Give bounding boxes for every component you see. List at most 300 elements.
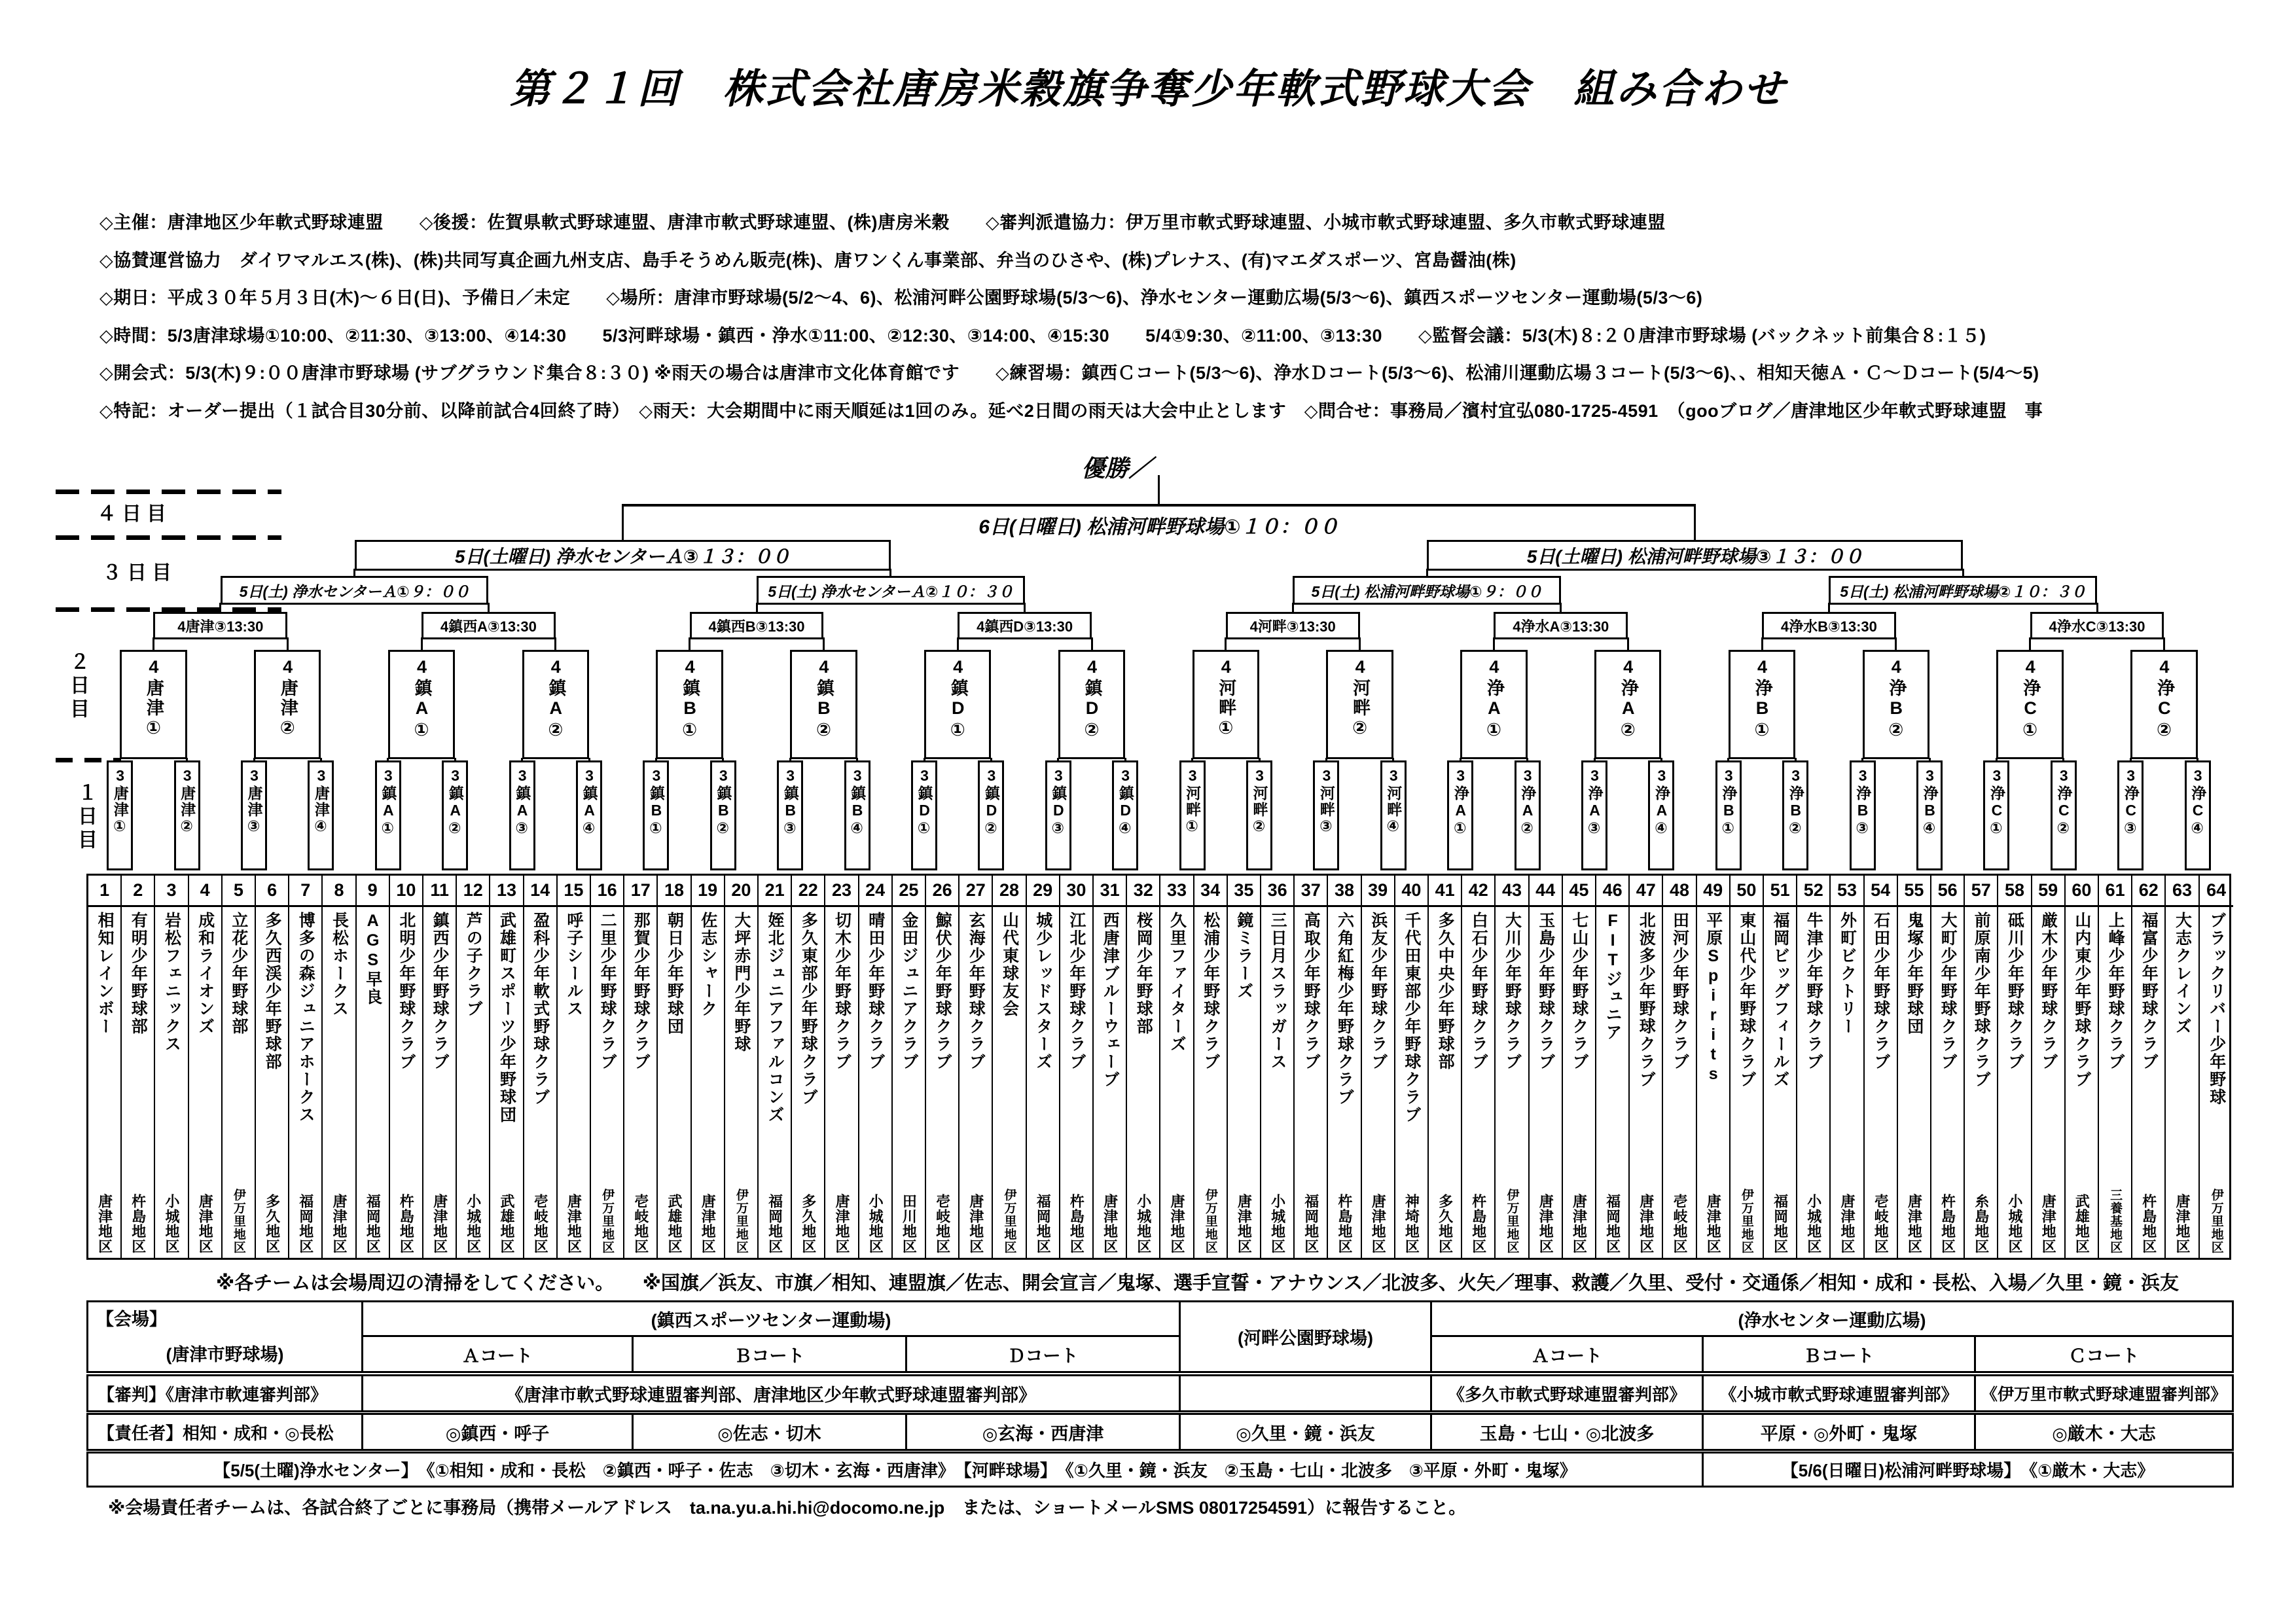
team-name: ブラックリバー少年野球 — [2207, 912, 2226, 1106]
team-column — [624, 876, 658, 1258]
team-name-wrap — [926, 912, 958, 1071]
team-column — [1831, 876, 1864, 1258]
header-line: ◇特記：オーダー提出（１試合目30分前、以降前試合4回終了時） ◇雨天：大会期間中に雨天順延は1回のみ。延べ2日間の雨天は大会中止とします ◇問合せ：事務局／濱村宜弘080-1725-4591 （gooブログ／唐津地区少年軟式野球連盟 事 — [99, 401, 2043, 421]
team-number: 50 — [1731, 876, 1763, 907]
team-district-wrap — [893, 1194, 925, 1254]
team-district-wrap — [1094, 1194, 1126, 1254]
team-district-wrap — [993, 1188, 1025, 1254]
day-separator — [56, 607, 281, 612]
team-column — [1496, 876, 1529, 1258]
team-number: 55 — [1898, 876, 1930, 907]
venue-josui-court-a: Ａコート — [1430, 1335, 1704, 1373]
team-name: 佐志シャーク — [698, 912, 717, 1018]
round3-game-label: 4鎮西A③13:30 — [440, 618, 537, 635]
team-name: 牛津少年野球クラブ — [1804, 912, 1823, 1071]
venue-karatsu-stadium: (唐津市野球場) — [166, 1345, 284, 1364]
venue-josui-center: (浄水センター運動広場) — [1430, 1300, 2234, 1337]
round1-game-box — [1983, 760, 2009, 870]
round1-game-label: 3鎮B① — [647, 767, 665, 838]
team-district: 唐津地区 — [1168, 1194, 1185, 1254]
team-name-wrap — [1697, 912, 1729, 1084]
team-district: 唐津地区 — [2040, 1194, 2057, 1254]
round2-game-box — [1594, 650, 1661, 759]
team-name: 大坪赤門少年野球 — [732, 912, 751, 1053]
team-name: 福富少年野球クラブ — [2140, 912, 2159, 1071]
team-number: 58 — [1998, 876, 2030, 907]
team-district: 福岡地区 — [297, 1194, 314, 1254]
round1-game-label: 3浄B④ — [1921, 767, 1939, 838]
round2-connector — [2029, 637, 2031, 650]
round2-connector — [1895, 637, 1897, 650]
team-number: 44 — [1530, 876, 1562, 907]
team-name: 砥川少年野球クラブ — [2005, 912, 2024, 1071]
team-district-wrap — [759, 1194, 791, 1254]
team-name-wrap — [524, 912, 556, 1106]
team-name: 上峰少年野球クラブ — [2106, 912, 2125, 1071]
round2-game-box — [1058, 650, 1125, 759]
team-district-wrap — [1797, 1194, 1829, 1254]
team-district-wrap — [2132, 1194, 2164, 1254]
team-name-wrap — [357, 912, 389, 1006]
team-district-wrap — [859, 1194, 891, 1254]
round1-game-label: 3鎮A① — [380, 767, 397, 838]
team-district: 壱岐地区 — [632, 1194, 649, 1254]
team-district: 武雄地区 — [498, 1194, 515, 1254]
quarterfinal-game-label: 5日(土) 浄水センターＡ①９：００ — [239, 582, 470, 600]
team-district: 杵島地区 — [1336, 1194, 1353, 1254]
round2-game-box — [656, 650, 723, 759]
team-district: 伊万里地区 — [2209, 1188, 2223, 1254]
team-column — [1160, 876, 1194, 1258]
team-district: 杵島地区 — [130, 1194, 147, 1254]
round1-game-box — [308, 760, 334, 870]
team-name-wrap — [1931, 912, 1964, 1071]
team-column — [725, 876, 759, 1258]
team-district: 小城地区 — [465, 1194, 482, 1254]
team-column — [759, 876, 792, 1258]
team-number: 64 — [2200, 876, 2233, 907]
team-district: 多久地区 — [264, 1194, 281, 1254]
team-column — [1362, 876, 1395, 1258]
team-column — [289, 876, 323, 1258]
team-district: 壱岐地区 — [1873, 1194, 1890, 1254]
team-column — [1731, 876, 1764, 1258]
team-district: 福岡地区 — [1035, 1194, 1052, 1254]
team-column — [2066, 876, 2099, 1258]
team-district-wrap — [1429, 1194, 1461, 1254]
round2-game-box — [790, 650, 857, 759]
team-name: 玉島少年野球クラブ — [1536, 912, 1555, 1071]
round3-game-box — [153, 612, 287, 639]
team-number: 41 — [1429, 876, 1461, 907]
team-district-wrap — [692, 1194, 724, 1254]
team-name-wrap — [1462, 912, 1494, 1071]
round1-game-label: 3唐津① — [111, 767, 129, 836]
team-name-wrap — [1094, 912, 1126, 1088]
round2-game-box — [1326, 650, 1393, 759]
manager-josui-b: 平原・◎外町・鬼塚 — [1702, 1413, 1976, 1451]
round2-game-label: 4浄B② — [1886, 657, 1907, 742]
manager-josui-c: ◎厳木・大志 — [1974, 1413, 2234, 1451]
team-column — [1395, 876, 1429, 1258]
team-name: 成和ライオンズ — [196, 912, 215, 1035]
team-district-wrap — [1865, 1194, 1897, 1254]
team-column — [256, 876, 289, 1258]
round2-connector — [2163, 637, 2165, 650]
team-name-wrap — [2032, 912, 2064, 1071]
team-name: 鬼塚少年野球団 — [1905, 912, 1924, 1035]
team-column — [1094, 876, 1127, 1258]
team-district-wrap — [1127, 1194, 1159, 1254]
team-column — [490, 876, 524, 1258]
team-name-wrap — [624, 912, 656, 1071]
team-name: 前原南少年野球クラブ — [1972, 912, 1991, 1088]
round1-game-label: 3浄B③ — [1854, 767, 1872, 838]
round1-game-label: 3河畔① — [1184, 767, 1202, 836]
umpire-kahan — [1179, 1374, 1432, 1412]
round1-game-label: 3浄A① — [1452, 767, 1469, 838]
team-district-wrap — [1496, 1188, 1528, 1254]
team-name-wrap — [1060, 912, 1092, 1071]
team-district-wrap — [658, 1194, 690, 1254]
team-column — [926, 876, 960, 1258]
round2-game-label: 4河畔② — [1350, 657, 1371, 740]
team-name: 西唐津ブルーウェーブ — [1101, 912, 1120, 1088]
team-name: 多久西渓少年野球部 — [263, 912, 282, 1071]
team-column — [122, 876, 155, 1258]
team-name-wrap — [2066, 912, 2098, 1088]
round1-game-box — [1179, 760, 1206, 870]
team-name-wrap — [1596, 912, 1628, 1041]
champion-label: 優勝／ — [1081, 455, 1153, 482]
team-name-wrap — [1965, 912, 1997, 1088]
team-district-wrap — [189, 1194, 221, 1254]
team-name-wrap — [1797, 912, 1829, 1071]
team-name: 晴田少年野球クラブ — [866, 912, 885, 1071]
team-number: 5 — [223, 876, 255, 907]
team-district-wrap — [1898, 1194, 1930, 1254]
team-district: 伊万里地区 — [1505, 1188, 1519, 1254]
team-column — [1663, 876, 1696, 1258]
team-number: 21 — [759, 876, 791, 907]
round1-game-label: 3鎮B③ — [781, 767, 799, 838]
round2-game-box — [254, 650, 321, 759]
team-name-wrap — [1764, 912, 1796, 1088]
team-name: 七山少年野球クラブ — [1570, 912, 1588, 1071]
team-district-wrap — [558, 1194, 590, 1254]
team-name-wrap — [1395, 912, 1427, 1124]
team-district-wrap — [1027, 1194, 1059, 1254]
round1-game-box — [1380, 760, 1407, 870]
round2-game-label: 4浄C① — [2020, 657, 2041, 742]
round1-game-label: 3浄B① — [1720, 767, 1738, 838]
round1-game-label: 3鎮B② — [715, 767, 732, 838]
team-column — [524, 876, 558, 1258]
semifinal-game-label: 5日(土曜日) 松浦河畔野球場③１３：００ — [1526, 546, 1863, 567]
champion-connector — [1158, 475, 1160, 507]
round1-game-label: 3河畔③ — [1318, 767, 1335, 836]
team-district-wrap — [926, 1194, 958, 1254]
day-label-1: １日目 — [75, 782, 96, 853]
team-district-wrap — [825, 1194, 857, 1254]
team-district-wrap — [1228, 1194, 1260, 1254]
team-district: 三養基地区 — [2108, 1188, 2123, 1254]
team-column — [558, 876, 591, 1258]
team-district: 唐津地区 — [96, 1194, 113, 1254]
team-name: 切木少年野球クラブ — [833, 912, 852, 1071]
team-column — [792, 876, 825, 1258]
team-district-wrap — [1261, 1194, 1293, 1254]
team-column — [825, 876, 859, 1258]
team-name-wrap — [1429, 912, 1461, 1071]
round3-connector — [219, 603, 221, 612]
team-district-wrap — [524, 1194, 556, 1254]
team-column — [2032, 876, 2066, 1258]
round2-game-label: 4浄C② — [2154, 657, 2174, 742]
team-column — [960, 876, 993, 1258]
team-column — [1127, 876, 1160, 1258]
round1-game-label: 3唐津② — [179, 767, 196, 836]
team-column — [1797, 876, 1831, 1258]
team-number: 25 — [893, 876, 925, 907]
team-district-wrap — [2200, 1188, 2233, 1254]
team-name-wrap — [289, 912, 321, 1124]
team-name-wrap — [658, 912, 690, 1035]
team-name: 城少レッドスターズ — [1033, 912, 1052, 1071]
team-district-wrap — [1630, 1194, 1662, 1254]
team-district-wrap — [1998, 1194, 2030, 1254]
round1-game-box — [1782, 760, 1808, 870]
round3-connector — [1560, 603, 1562, 612]
round2-game-label: 4鎮B② — [814, 657, 834, 742]
team-column — [658, 876, 691, 1258]
team-column — [591, 876, 624, 1258]
team-district: 唐津地区 — [967, 1194, 984, 1254]
team-district: 唐津地区 — [1370, 1194, 1387, 1254]
team-name-wrap — [993, 912, 1025, 1018]
header-line: ◇主催：唐津地区少年軟式野球連盟 ◇後援：佐賀県軟式野球連盟、唐津市軟式野球連盟、(株)唐房米穀 ◇審判派遣協力：伊万里市軟式野球連盟、小城市軟式野球連盟、多久市軟式野球連盟 — [99, 213, 1666, 232]
team-number: 26 — [926, 876, 958, 907]
team-number: 42 — [1462, 876, 1494, 907]
team-number: 33 — [1160, 876, 1193, 907]
team-name: 松浦少年野球クラブ — [1201, 912, 1220, 1071]
round2-connector — [554, 637, 556, 650]
round1-game-box — [1581, 760, 1607, 870]
quarterfinal-game-box — [1829, 576, 2097, 605]
team-name: 石田少年野球クラブ — [1871, 912, 1890, 1071]
team-number: 1 — [88, 876, 120, 907]
team-number: 29 — [1027, 876, 1059, 907]
team-number: 17 — [624, 876, 656, 907]
team-name-wrap — [1998, 912, 2030, 1071]
round1-game-box — [241, 760, 267, 870]
team-district-wrap — [1731, 1188, 1763, 1254]
team-name: 博多の森ジュニアホークス — [296, 912, 315, 1124]
team-district: 唐津地区 — [1705, 1194, 1722, 1254]
team-district: 福岡地区 — [365, 1194, 382, 1254]
team-name: 大川少年野球クラブ — [1503, 912, 1522, 1071]
team-district-wrap — [1965, 1194, 1997, 1254]
team-district-wrap — [1831, 1194, 1863, 1254]
round3-game-box — [422, 612, 556, 639]
team-name-wrap — [2132, 912, 2164, 1071]
round2-connector — [1493, 637, 1495, 650]
team-name: 朝日少年野球団 — [665, 912, 684, 1035]
team-district-wrap — [1160, 1194, 1193, 1254]
team-district: 小城地区 — [1135, 1194, 1152, 1254]
team-name: 山内東少年野球クラブ — [2072, 912, 2091, 1088]
round1-game-label: 3河畔② — [1251, 767, 1268, 836]
team-number: 51 — [1764, 876, 1796, 907]
team-number: 36 — [1261, 876, 1293, 907]
team-name: 山代東球友会 — [1000, 912, 1019, 1018]
round1-game-box — [1715, 760, 1742, 870]
team-name-wrap — [960, 912, 992, 1071]
team-name: 那賀少年野球クラブ — [632, 912, 651, 1071]
round1-game-box — [1246, 760, 1272, 870]
round1-game-label: 3浄C① — [1988, 767, 2005, 838]
team-name-wrap — [1530, 912, 1562, 1071]
semifinal-game-label: 5日(土曜日) 浄水センターＡ③１３：００ — [454, 546, 791, 567]
team-name: 玄海少年野球クラブ — [967, 912, 986, 1071]
round2-connector — [957, 637, 959, 650]
round1-game-box — [2117, 760, 2144, 870]
team-number: 34 — [1194, 876, 1227, 907]
team-name-wrap — [825, 912, 857, 1071]
team-district: 唐津地区 — [1236, 1194, 1253, 1254]
team-name: 久里ファイターズ — [1168, 912, 1187, 1053]
team-district-wrap — [1530, 1194, 1562, 1254]
team-number: 46 — [1596, 876, 1628, 907]
team-district-wrap — [256, 1194, 288, 1254]
team-number: 32 — [1127, 876, 1159, 907]
team-name: 白石少年野球クラブ — [1469, 912, 1488, 1071]
round1-game-box — [643, 760, 669, 870]
team-name-wrap — [390, 912, 422, 1071]
team-district: 壱岐地区 — [1671, 1194, 1688, 1254]
report-note: ※会場責任者チームは、各試合終了ごとに事務局（携帯メールアドレス ta.na.yu.a.hi.hi@docomo.ne.jp または、ショートメールSMS 08017254591）に報告すること。 — [108, 1498, 1467, 1518]
team-district-wrap — [390, 1194, 422, 1254]
team-district: 武雄地区 — [2073, 1194, 2090, 1254]
venue-chinzei-court-d: Ｄコート — [905, 1335, 1181, 1373]
team-name: 多久東部少年野球クラブ — [799, 912, 818, 1106]
round3-connector — [2096, 603, 2098, 612]
team-column — [1898, 876, 1931, 1258]
umpire-chinzei: 《唐津市軟式野球連盟審判部、唐津地区少年軟式野球連盟審判部》 — [361, 1374, 1181, 1412]
venue-row-label: 【会場】 — [96, 1310, 167, 1329]
round1-game-label: 3浄C② — [2055, 767, 2073, 838]
quarterfinal-game-label: 5日(土) 松浦河畔野球場②１０：３０ — [1840, 582, 2087, 600]
team-number: 59 — [2032, 876, 2064, 907]
team-district-wrap — [1362, 1194, 1394, 1254]
team-name-wrap — [1160, 912, 1193, 1053]
team-name: 盈科少年軟式野球クラブ — [531, 912, 550, 1106]
team-name-wrap — [759, 912, 791, 1124]
quarterfinal-connector — [353, 569, 355, 576]
team-name: 大志クレインズ — [2173, 912, 2192, 1035]
round2-connector — [689, 637, 691, 650]
team-district: 伊万里地区 — [600, 1188, 615, 1254]
quarterfinal-connector — [889, 569, 891, 576]
team-name: 桜岡少年野球部 — [1134, 912, 1153, 1035]
team-district-wrap — [323, 1194, 355, 1254]
team-number: 62 — [2132, 876, 2164, 907]
team-name: 福岡ビッグフィールズ — [1771, 912, 1790, 1088]
team-district: 壱岐地区 — [532, 1194, 549, 1254]
team-district: 小城地区 — [1805, 1194, 1822, 1254]
round3-game-label: 4浄水A③13:30 — [1513, 618, 1609, 635]
team-column — [1194, 876, 1228, 1258]
round3-game-label: 4唐津③13:30 — [177, 618, 264, 635]
team-district-wrap — [88, 1194, 120, 1254]
day-label-4: ４日目 — [97, 503, 171, 525]
team-column — [1596, 876, 1630, 1258]
team-district: 小城地区 — [2006, 1194, 2023, 1254]
round2-game-label: 4浄B① — [1752, 657, 1772, 742]
team-name-wrap — [1194, 912, 1227, 1071]
round1-game-box — [1916, 760, 1943, 870]
team-name-wrap — [122, 912, 154, 1035]
round2-game-label: 4浄A② — [1618, 657, 1638, 742]
round1-game-label: 3浄A③ — [1586, 767, 1604, 838]
team-district: 壱岐地区 — [934, 1194, 951, 1254]
cleanup-note: ※各チームは会場周辺の清掃をしてください。 ※国旗／浜友、市旗／相知、連盟旗／佐志、開会宣言／鬼塚、選手宣誓・アナウンス／北波多、火矢／理事、救護／久里、受付・交通係／相知・成和・長松、入場／久里・鏡・浜友 — [216, 1273, 2179, 1294]
team-district: 唐津地区 — [197, 1194, 214, 1254]
round2-connector — [1359, 637, 1361, 650]
team-number: 19 — [692, 876, 724, 907]
semifinal-game-box — [355, 540, 891, 571]
round1-game-box — [1313, 760, 1339, 870]
team-district-wrap — [725, 1188, 757, 1254]
team-name-wrap — [1261, 912, 1293, 1071]
round1-game-box — [978, 760, 1004, 870]
round3-connector — [488, 603, 490, 612]
team-column — [1697, 876, 1731, 1258]
day-label-3: ３日目 — [102, 562, 177, 584]
team-district-wrap — [490, 1194, 522, 1254]
team-district-wrap — [289, 1194, 321, 1254]
team-name-wrap — [1731, 912, 1763, 1088]
round1-game-box — [1648, 760, 1674, 870]
team-district-wrap — [2032, 1194, 2064, 1254]
team-name: 長松ホークス — [330, 912, 349, 1018]
team-district: 小城地区 — [867, 1194, 884, 1254]
team-district-wrap — [1462, 1194, 1494, 1254]
team-district-wrap — [1697, 1194, 1729, 1254]
team-district: 杵島地区 — [1470, 1194, 1487, 1254]
team-district: 伊万里地区 — [1002, 1188, 1016, 1254]
team-name-wrap — [1865, 912, 1897, 1071]
team-district-wrap — [155, 1194, 187, 1254]
team-column — [2166, 876, 2199, 1258]
team-district-wrap — [423, 1194, 456, 1254]
team-name: 北明少年野球クラブ — [397, 912, 416, 1071]
team-number: 47 — [1630, 876, 1662, 907]
team-district: 唐津地区 — [1638, 1194, 1655, 1254]
team-name: 立花少年野球部 — [229, 912, 248, 1035]
team-number: 53 — [1831, 876, 1863, 907]
page-title: 第２１回 株式会社唐房米穀旗争奪少年軟式野球大会 組み合わせ — [509, 67, 1786, 112]
team-district-wrap — [2099, 1188, 2131, 1254]
round1-game-label: 3鎮D③ — [1050, 767, 1067, 838]
round2-connector — [1225, 637, 1227, 650]
round1-game-label: 3鎮A③ — [514, 767, 531, 838]
team-number: 22 — [792, 876, 824, 907]
team-district: 杵島地区 — [398, 1194, 415, 1254]
team-district: 唐津地区 — [833, 1194, 850, 1254]
round1-game-box — [174, 760, 200, 870]
round1-game-box — [1850, 760, 1876, 870]
